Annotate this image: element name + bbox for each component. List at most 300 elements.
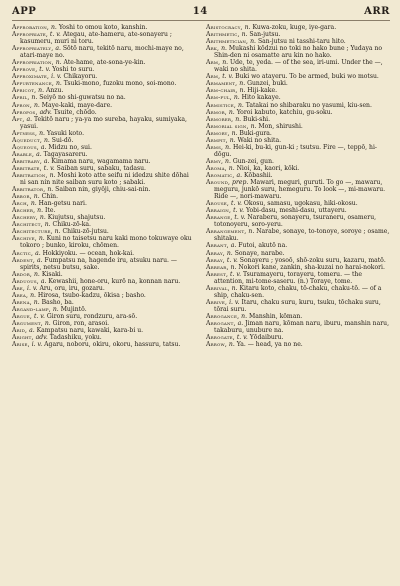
dictionary-entry — [206, 80, 390, 87]
entry-headword: Around, — [206, 179, 231, 187]
entry-headword: Apt, — [12, 115, 25, 123]
entry-definition: Kitaru koto, chaku, tō-chaku, chaku-tō. — of a ship, chaku-sen. — [214, 284, 382, 299]
entry-definition: Giron suru, rondzuru, ara-sō. — [46, 312, 138, 320]
entry-definition: Manshin, kōman. — [248, 312, 303, 320]
entry-part-of-speech: n. — [38, 235, 45, 243]
entry-definition: Ate-hame, ate-sona-ye-kin. — [63, 59, 146, 67]
entry-definition: San-jutsu. — [249, 31, 281, 39]
dictionary-entry — [12, 334, 196, 341]
dictionary-entry — [12, 278, 196, 285]
entry-part-of-speech: adv. — [35, 334, 48, 342]
dictionary-entry — [12, 186, 196, 193]
entry-headword: Arraign, — [206, 207, 232, 215]
dictionary-entry — [206, 299, 390, 313]
entry-part-of-speech: n. — [250, 122, 257, 130]
entry-definition: Tadashiku, yoku. — [49, 334, 102, 342]
entry-part-of-speech: n. — [33, 193, 40, 201]
dictionary-entry — [206, 179, 390, 200]
entry-headword: Architecture, — [12, 228, 53, 236]
dictionary-entry — [12, 292, 196, 299]
dictionary-entry — [206, 158, 390, 165]
entry-headword: Armament, — [206, 80, 238, 88]
entry-definition: Naraberu, sonayeru, tsuraneru, osameru, totonoyeru, soro-yeru. — [214, 214, 377, 229]
entry-part-of-speech: n. — [221, 45, 227, 53]
entry-headword: Arouse, — [206, 200, 230, 208]
entry-definition: Basho, ba. — [41, 298, 74, 306]
dictionary-entry — [12, 94, 196, 101]
entry-headword: Arm, — [206, 73, 221, 81]
entry-headword: Ark, — [206, 45, 220, 53]
entry-headword: Apron, — [12, 101, 33, 109]
entry-headword: Ardent, — [12, 256, 36, 264]
dictionary-entry — [206, 94, 390, 101]
entry-part-of-speech: t. v. — [49, 31, 61, 39]
entry-headword: April, — [12, 94, 30, 102]
entry-part-of-speech: a. — [36, 150, 42, 158]
dictionary-entry — [206, 228, 390, 242]
dictionary-entry — [12, 299, 196, 306]
entry-definition: Kuni no taisetsu naru kaki mono tokuwaye oku tokoro ; bunko, kiroku, chōmen. — [20, 235, 192, 250]
entry-headword: Appurtenance, — [12, 80, 55, 88]
dictionary-entry — [206, 38, 390, 45]
entry-part-of-speech: n. — [225, 157, 231, 165]
dictionary-entry — [12, 193, 196, 200]
dictionary-entry — [12, 165, 196, 172]
entry-definition: Mujintō. — [60, 305, 87, 313]
entry-part-of-speech: n. — [244, 24, 251, 31]
dictionary-entry — [206, 334, 390, 341]
entry-definition: Kiujutsu, shajutsu. — [47, 214, 106, 222]
entry-headword: Arena, — [12, 298, 32, 306]
dictionary-entry — [206, 341, 390, 348]
dictionary-entry — [12, 73, 196, 80]
entry-part-of-speech: a. — [36, 256, 43, 264]
entry-definition: Sōtō naru, tekitō naru, mochi-maye no, atari-maye no. — [20, 45, 184, 60]
entry-headword: Arbitration, — [12, 171, 48, 179]
entry-headword: Arbor, — [12, 193, 32, 201]
entry-headword: Arithmetician, — [206, 38, 249, 46]
dictionary-entry — [12, 130, 196, 137]
entry-part-of-speech: n. — [237, 101, 244, 109]
entry-definition: Gun-zei, gun. — [232, 157, 274, 165]
entry-headword: Arms, — [206, 143, 224, 151]
entry-part-of-speech: n. — [55, 80, 62, 88]
entry-part-of-speech: n. — [34, 270, 40, 278]
entry-headword: Arm-ful, — [206, 94, 232, 102]
entry-headword: Area, — [12, 291, 29, 299]
entry-definition: Han-getsu nari. — [38, 200, 87, 208]
entry-headword: Apropos, — [12, 108, 38, 116]
entry-definition: Chin. — [41, 193, 59, 201]
entry-part-of-speech: n. — [43, 136, 50, 144]
entry-part-of-speech: i. v. — [51, 73, 62, 81]
entry-definition: Kimama naru, wagamama naru. — [51, 157, 151, 165]
entry-headword: Aright, — [12, 334, 34, 342]
dictionary-entry — [12, 221, 196, 228]
entry-headword: Arm, — [206, 59, 221, 67]
dictionary-entry — [206, 200, 390, 207]
entry-headword: Arbitrate, — [12, 164, 42, 172]
entry-part-of-speech: t. v. — [226, 256, 238, 264]
entry-headword: Arbitrary, — [12, 157, 42, 165]
entry-definition: Hei-ki, bu-ki, gun-ki ; tsutsu. Fire —, teppō, hi-dōgu. — [214, 143, 377, 158]
dictionary-entry — [206, 59, 390, 73]
dictionary-entry — [12, 158, 196, 165]
entry-part-of-speech: n. — [37, 207, 44, 215]
entry-part-of-speech: n. — [44, 221, 51, 229]
entry-part-of-speech: n. — [231, 284, 238, 292]
entry-definition: San-jutsu ni tasshi-taru hito. — [257, 38, 346, 46]
entry-part-of-speech: n. — [250, 38, 256, 46]
entry-definition: Ude, te, yeda. — of the sea, iri-umi. Under the —, waki no shita. — [214, 59, 383, 74]
dictionary-entry — [12, 271, 196, 278]
dictionary-entry — [206, 130, 390, 137]
entry-headword: Arrogate, — [206, 334, 235, 342]
entry-part-of-speech: n. — [30, 200, 37, 208]
dictionary-entry — [12, 306, 196, 313]
entry-part-of-speech: n. — [235, 115, 242, 123]
dictionary-entry — [206, 250, 390, 257]
entry-part-of-speech: n. — [241, 312, 248, 320]
entry-part-of-speech: n. — [44, 319, 51, 327]
dictionary-entry — [206, 45, 390, 59]
dictionary-entry — [12, 214, 196, 221]
entry-definition: Hiji-kake. — [247, 87, 278, 95]
entry-definition: Yoroi kabuto, katchiu, gu-soku. — [236, 108, 333, 116]
dictionary-entry — [206, 271, 390, 285]
entry-part-of-speech: n. — [241, 31, 248, 39]
entry-definition: Yōdaiburu. — [249, 334, 284, 342]
dictionary-entry — [206, 285, 390, 299]
entry-headword: Aptness, — [12, 129, 38, 137]
dictionary-entry — [206, 207, 390, 214]
dictionary-entry — [12, 228, 196, 235]
entry-definition: Ite. — [44, 207, 56, 215]
entry-headword: Approbation, — [12, 24, 50, 31]
entry-definition: Hirosa, tsubo-kadzu, ōkisa ; basho. — [37, 291, 146, 299]
entry-part-of-speech: n. — [49, 171, 56, 179]
entry-definition: Fumpatsu na, hagende iru, atsuku naru. — spirits, netsu butsu, sake. — [20, 256, 177, 271]
dictionary-entry — [12, 327, 196, 334]
entry-headword: Approximate, — [12, 73, 50, 81]
entry-part-of-speech: a. — [43, 157, 50, 165]
dictionary-entry — [206, 214, 390, 228]
dictionary-entry — [12, 66, 196, 73]
entry-definition: Giron, ron, arasoi. — [52, 319, 110, 327]
entry-definition: Aru, oru, iru, gozaru. — [39, 284, 105, 292]
dictionary-entry — [12, 250, 196, 257]
entry-part-of-speech: a. — [40, 277, 47, 285]
entry-headword: Ardor, — [12, 270, 33, 278]
dictionary-entry — [12, 257, 196, 271]
dictionary-entry — [12, 341, 196, 348]
entry-headword: Aqueduct, — [12, 136, 43, 144]
entry-part-of-speech: n. — [51, 24, 57, 31]
header-right-guide-word: ARR — [364, 6, 390, 17]
entry-part-of-speech: n. — [231, 129, 238, 137]
entry-definition: Sui-dō. — [51, 136, 74, 144]
entry-headword: Archive, — [12, 235, 37, 243]
entry-definition: Tatakai no shibaraku no yasumi, kiu-sen. — [245, 101, 372, 109]
dictionary-entry — [12, 24, 196, 31]
entry-definition: Kampatsu naru, kawaki, kara-bi u. — [36, 327, 144, 335]
entry-part-of-speech: n. — [222, 59, 229, 67]
entry-part-of-speech: t. v. — [231, 200, 242, 208]
entry-part-of-speech: i. v. — [31, 341, 43, 349]
entry-definition: Saiban nin, giyōji, chiu-sai-nin. — [55, 186, 151, 194]
entry-part-of-speech: n. — [228, 341, 235, 349]
entry-definition: Tsuite, chōdo. — [53, 108, 97, 116]
entry-part-of-speech: n. — [225, 143, 231, 151]
dictionary-entry — [12, 285, 196, 292]
entry-part-of-speech: n. — [30, 291, 36, 299]
entry-headword: Arid, — [12, 327, 28, 335]
entry-definition: Itaru, chaku suru, kuru, tsuku, tōchaku suru, tōrai suru. — [214, 298, 381, 313]
page-header — [12, 6, 390, 21]
entry-headword: Array, — [206, 249, 225, 257]
entry-definition: Moshi koto atte seifu ni idedzu shite dōhai ni san nin nite saiban suru koto ; sabaki. — [20, 171, 189, 187]
entry-definition: Waki no shita. — [237, 136, 282, 144]
entry-headword: Armory, — [206, 129, 230, 137]
entry-part-of-speech: t. v. — [39, 66, 51, 74]
dictionary-entry — [12, 172, 196, 186]
entry-headword: Aroma, — [206, 164, 227, 172]
entry-definition: Sonaye, narabe. — [234, 249, 285, 257]
entry-part-of-speech: a. — [236, 171, 243, 179]
dictionary-entry — [12, 144, 196, 151]
entry-part-of-speech: n. — [239, 80, 246, 88]
entry-headword: Arrogant, — [206, 319, 236, 327]
entry-definition: Seiyō no shi-guwatsu no na. — [39, 94, 126, 102]
entry-part-of-speech: n. — [229, 136, 236, 144]
header-left-guide-word: APP — [12, 6, 37, 17]
entry-part-of-speech: n. — [228, 108, 235, 116]
entry-headword: Apricot, — [12, 87, 37, 95]
dictionary-entry — [206, 242, 390, 249]
entry-definition: Futoi, akutō na. — [238, 242, 288, 250]
entry-part-of-speech: n. — [47, 186, 54, 194]
entry-part-of-speech: t. v. — [236, 334, 248, 342]
dictionary-entry — [12, 313, 196, 320]
entry-headword: Arbitrator, — [12, 186, 46, 194]
entry-definition: Tsuki-mono, fuzoku mono, soi-mono. — [63, 80, 177, 88]
entry-headword: Archer, — [12, 207, 36, 215]
entry-part-of-speech: n. — [54, 228, 61, 236]
entry-definition: Buki-shi. — [243, 115, 271, 123]
entry-definition: Nioi, ka, kaori, kōki. — [236, 164, 300, 172]
entry-headword: Arrogance, — [206, 312, 240, 320]
entry-part-of-speech: n. — [230, 263, 237, 271]
entry-definition: Kuwa-zoku, kuge, iye-gara. — [252, 24, 337, 31]
entry-headword: Arrangement, — [206, 228, 247, 236]
entry-headword: Arm-chair, — [206, 87, 238, 95]
entry-headword: Array, — [206, 256, 225, 264]
entry-part-of-speech: a. — [230, 242, 237, 250]
entry-headword: Aqueous, — [12, 143, 39, 151]
dictionary-entry — [12, 102, 196, 109]
dictionary-entry — [12, 80, 196, 87]
entry-headword: Appropriate, — [12, 31, 48, 39]
entry-headword: Arctic, — [12, 249, 34, 257]
entry-definition: Buki wo atayeru. To be armed, buki wo motsu. — [235, 73, 379, 81]
dictionary-entry — [12, 151, 196, 158]
entry-definition: Mukashi kōdzui no toki no hako bune ; Yudaya no Shin-den ni osamatte aru kin no hako. — [214, 45, 383, 60]
dictionary-entry — [206, 31, 390, 38]
entry-part-of-speech: n. — [39, 214, 46, 222]
entry-headword: Arable, — [12, 150, 35, 158]
entry-headword: Aromatic, — [206, 171, 235, 179]
entry-definition: Buki-gura. — [239, 129, 272, 137]
entry-definition: Yoshi to suru. — [52, 66, 95, 74]
entry-definition: Narabe, sonaye, to-tonoye, soroye ; osame, shitaku. — [214, 228, 390, 243]
entry-headword: Armistice, — [206, 101, 236, 109]
dictionary-entry — [12, 116, 196, 130]
dictionary-entry — [206, 165, 390, 172]
entry-part-of-speech: n. — [39, 129, 45, 137]
entry-headword: Architect, — [12, 221, 43, 229]
entry-headword: Arrant, — [206, 242, 229, 250]
right-column — [206, 24, 390, 348]
entry-headword: Are, — [12, 284, 26, 292]
dictionary-entry — [12, 235, 196, 249]
entry-headword: Arithmetic, — [206, 31, 240, 39]
entry-definition: Chiku-zō-jutsu. — [62, 228, 109, 236]
entry-part-of-speech: t. v. — [230, 270, 242, 278]
entry-part-of-speech: a. — [26, 115, 33, 123]
dictionary-entry — [206, 320, 390, 334]
entry-part-of-speech: n. — [226, 249, 233, 257]
entry-definition: Kewashii, hone-oru, kurō na, konnan naru. — [48, 277, 181, 285]
dictionary-entry — [206, 137, 390, 144]
entry-definition: Kōbashii. — [243, 171, 273, 179]
entry-part-of-speech: adv. — [39, 108, 52, 116]
entry-definition: Mon, shirushi. — [258, 122, 303, 130]
dictionary-entry — [12, 31, 196, 45]
entry-part-of-speech: t. v. — [222, 73, 234, 81]
dictionary-entry — [206, 109, 390, 116]
entry-definition: Mawari, meguri, guruti. To go —, mawaru, meguru, junkō suru, hemeguru. To look —, mi-mawaru. Ride —, nori-mawaru. — [214, 179, 386, 201]
dictionary-entry — [206, 102, 390, 109]
dictionary-entry — [12, 59, 196, 66]
entry-definition: Gunzei, buki. — [247, 80, 288, 88]
entry-definition: Midzu no, sui. — [48, 143, 92, 151]
entry-headword: Army, — [206, 157, 224, 165]
entry-definition: Nokori kane, zankin, sha-kuzai no harai-nokori. — [238, 263, 385, 271]
entry-definition: Anzu. — [45, 87, 64, 95]
entry-headword: Arrest, — [206, 270, 229, 278]
entry-headword: Argument, — [12, 319, 43, 327]
dictionary-entry — [206, 172, 390, 179]
entry-part-of-speech: a. — [55, 45, 61, 53]
entry-part-of-speech: a. — [40, 143, 47, 151]
entry-headword: Arduous, — [12, 277, 39, 285]
entry-part-of-speech: n. — [228, 164, 235, 172]
entry-headword: Armorial sign, — [206, 122, 249, 130]
entry-headword: Arrear, — [206, 263, 229, 271]
entry-part-of-speech: a. — [29, 327, 35, 335]
entry-part-of-speech: t. v. — [43, 164, 55, 172]
entry-part-of-speech: n. — [239, 87, 246, 95]
entry-headword: Argand-lamp, — [12, 305, 51, 313]
entry-headword: Archery, — [12, 214, 38, 222]
entry-definition: Ya. — head, ya no ne. — [236, 341, 303, 349]
entry-headword: Arrange, — [206, 214, 233, 222]
entry-definition: Ategau, ate-hameru, ate-sonayeru ; kasumeru, muri ni toru. — [20, 31, 172, 46]
dictionary-entry — [12, 200, 196, 207]
dictionary-entry — [206, 73, 390, 80]
entry-part-of-speech: i. v. — [27, 284, 38, 292]
entry-part-of-speech: n. — [248, 228, 255, 236]
dictionary-entry — [12, 137, 196, 144]
entry-part-of-speech: a. — [237, 319, 244, 327]
entry-columns — [12, 24, 390, 348]
entry-part-of-speech: n. — [38, 87, 45, 95]
entry-part-of-speech: n. — [33, 101, 40, 109]
entry-definition: Kisaki. — [41, 270, 63, 278]
entry-definition: Maye-kaki, maye-dare. — [41, 101, 113, 109]
entry-part-of-speech: n. — [33, 298, 40, 306]
entry-definition: Okosu, samasu, ugokasu, hiki-okosu. — [243, 200, 358, 208]
entry-part-of-speech: prep. — [232, 179, 249, 187]
dictionary-entry — [12, 320, 196, 327]
entry-headword: Arch, — [12, 200, 29, 208]
dictionary-entry — [206, 144, 390, 158]
dictionary-entry — [206, 313, 390, 320]
dictionary-entry — [206, 257, 390, 264]
dictionary-entry — [12, 207, 196, 214]
dictionary-entry — [12, 109, 196, 116]
entry-definition: Tekitō naru ; ya-ya mo sureba, hayaku, sumiyaka, yasui. — [20, 115, 187, 130]
entry-headword: Arrive, — [206, 298, 228, 306]
entry-definition: Jiman naru, kōman naru, iburu, manshin naru, takaburu, unubure na. — [214, 319, 390, 335]
entry-part-of-speech: n. — [55, 59, 62, 67]
dictionary-entry — [12, 87, 196, 94]
dictionary-entry — [206, 24, 390, 31]
entry-headword: Approve, — [12, 66, 38, 74]
entry-part-of-speech: i. v. — [229, 298, 240, 306]
entry-part-of-speech: a. — [35, 249, 41, 257]
dictionary-entry — [206, 123, 390, 130]
entry-definition: Yasuki koto. — [46, 129, 85, 137]
entry-definition: Hokkiyoku. — ocean, hok-kai. — [42, 249, 135, 257]
left-column — [12, 24, 196, 348]
entry-definition: Saiban suru, sabaku, tadasu. — [56, 164, 146, 172]
dictionary-entry — [206, 87, 390, 94]
entry-headword: Arrow, — [206, 341, 227, 349]
entry-headword: Armor, — [206, 108, 227, 116]
entry-definition: Tagayasareru. — [43, 150, 88, 158]
entry-definition: Agaru, noboru, okiru, okoru, hassuru, tatsu. — [44, 341, 181, 349]
entry-definition: Chiku-zō-ka. — [52, 221, 91, 229]
entry-headword: Arise, — [12, 341, 30, 349]
entry-headword: Argue, — [12, 312, 33, 320]
entry-part-of-speech: n. — [233, 94, 240, 102]
entry-part-of-speech: t. v. — [234, 214, 246, 222]
entry-part-of-speech: n. — [31, 94, 38, 102]
entry-definition: Yoshi to omou koto, kanshin. — [58, 24, 148, 31]
entry-part-of-speech: n. — [52, 305, 59, 313]
entry-headword: Armpit, — [206, 136, 228, 144]
entry-definition: Tsuramayeru, torayeru, tomeru. — the attention, mi-tome-saseru. (n.) Toraye, tome. — [214, 270, 362, 285]
entry-headword: Armorer, — [206, 115, 234, 123]
entry-headword: Arrival, — [206, 284, 230, 292]
entry-part-of-speech: t. v. — [233, 207, 245, 215]
entry-definition: Yobi-dasu, meshi-dasu, uttayeru. — [246, 207, 347, 215]
dictionary-entry — [206, 116, 390, 123]
entry-headword: Appropriation, — [12, 59, 54, 67]
page-number: 14 — [192, 6, 208, 17]
entry-part-of-speech: t. v. — [33, 312, 45, 320]
